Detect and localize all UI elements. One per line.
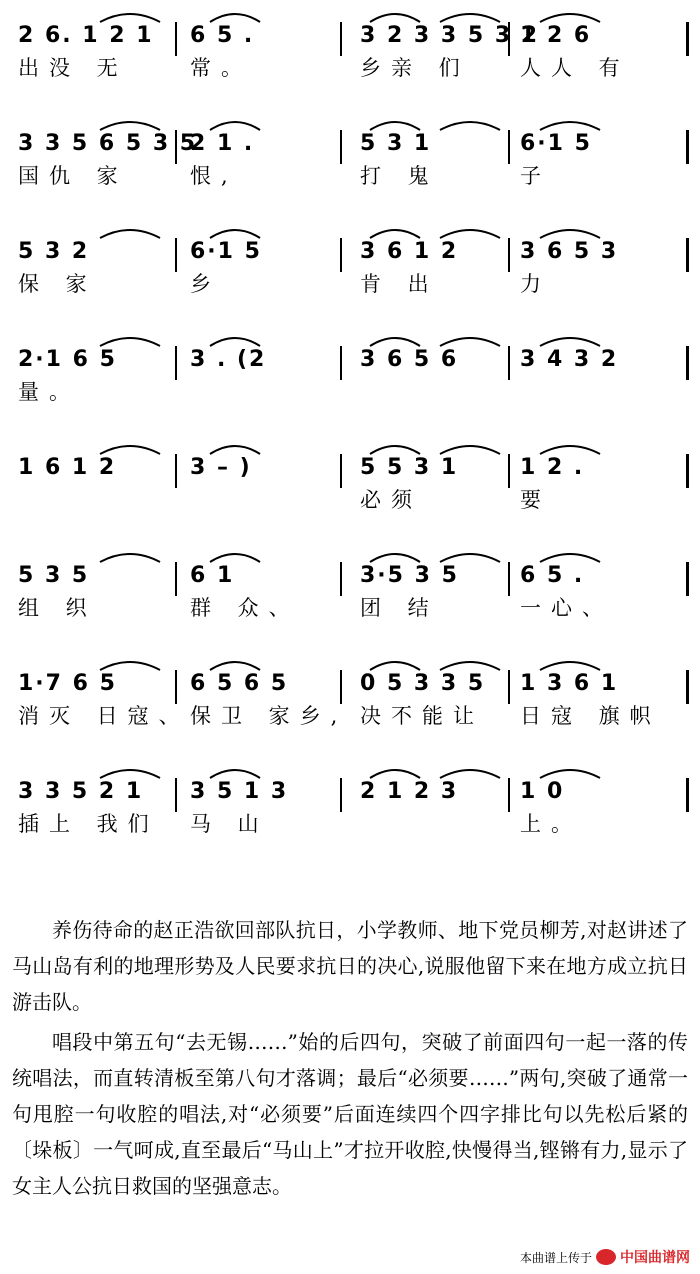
slur [440, 122, 500, 130]
score-system [0, 0, 700, 100]
note-line [0, 238, 700, 266]
slur [210, 446, 260, 454]
note-line [0, 562, 700, 590]
score-system [0, 216, 700, 316]
measure-lyrics: 乡 [190, 272, 221, 296]
slur [440, 230, 500, 238]
lyric-line [0, 594, 700, 622]
measure-notes: 6 5 6 5 [190, 671, 289, 696]
measure-lyrics: 国仇 家 [18, 164, 128, 188]
lyric-line [0, 270, 700, 298]
credit-site-name: 中国曲谱网 [620, 1249, 690, 1265]
measure-notes: 6 5 . [520, 563, 585, 588]
note-line [0, 778, 700, 806]
slur [540, 230, 600, 238]
slur [210, 662, 260, 670]
measure-lyrics: 群 众、 [190, 596, 300, 620]
slur [540, 554, 600, 562]
lyric-line [0, 702, 700, 730]
slur [540, 770, 600, 778]
upload-credit [520, 1246, 690, 1268]
measure-notes: 1 6 1 2 [18, 455, 117, 480]
slur-marks [0, 432, 700, 532]
measure-notes: 5 3 1 [360, 131, 432, 156]
measure-lyrics: 组 织 [18, 596, 97, 620]
measure-notes: 2 1 2 3 [360, 779, 459, 804]
lyric-line [0, 378, 700, 406]
slur [210, 554, 260, 562]
slur [370, 122, 420, 130]
slur-marks [0, 324, 700, 424]
measure-lyrics: 团 结 [360, 596, 439, 620]
measure-notes: 3 6 5 3 [520, 239, 619, 264]
slur [210, 338, 260, 346]
measure-notes: 3 6 1 2 [360, 239, 459, 264]
commentary [12, 912, 688, 1208]
slur [540, 446, 600, 454]
slur [540, 14, 600, 22]
measure-lyrics: 马 山 [190, 812, 269, 836]
slur [440, 446, 500, 454]
slur [370, 554, 420, 562]
lyric-line [0, 54, 700, 82]
slur [440, 14, 500, 22]
measure-notes: 5 3 2 [18, 239, 90, 264]
lyric-line [0, 162, 700, 190]
measure-notes: 6 1 [190, 563, 235, 588]
measure-notes: 6·1 5 [190, 239, 262, 264]
note-line [0, 454, 700, 482]
slur [370, 446, 420, 454]
measure-notes: 3 5 1 3 [190, 779, 289, 804]
measure-lyrics: 日寇 旗帜 [520, 704, 661, 728]
measure-notes: 1 2 6 [520, 23, 592, 48]
commentary-paragraph-2: 唱段中第五句“去无锡……”始的后四句，突破了前面四句一起一落的传统唱法，而直转清板至第八句才落调；最后“必须要……”两句,突破了通常一句甩腔一句收腔的唱法,对“必须要”后面连续四个四字排比句以先松后紧的〔垛板〕一气呵成,直至最后“马山上”才拉开收腔,快慢得当,铿锵有力,显示了女主人公抗日救国的坚强意志。 [12, 1030, 688, 1198]
measure-lyrics: 决不能让 [360, 704, 484, 728]
measure-lyrics: 打 鬼 [360, 164, 439, 188]
measure-notes: 3 – ) [190, 455, 252, 480]
measure-lyrics: 人人 有 [520, 56, 630, 80]
score-system [0, 540, 700, 640]
measure-notes: 5 3 5 [18, 563, 90, 588]
score-system [0, 648, 700, 748]
measure-lyrics: 一心、 [520, 596, 613, 620]
slur [540, 662, 600, 670]
slur [540, 338, 600, 346]
measure-lyrics: 插上 我们 [18, 812, 159, 836]
slur-marks [0, 0, 700, 100]
score-system [0, 324, 700, 424]
measure-lyrics: 力 [520, 272, 551, 296]
measure-notes: 3 4 3 2 [520, 347, 619, 372]
slur [100, 662, 160, 670]
slur-marks [0, 540, 700, 640]
measure-notes: 3 . (2 [190, 347, 267, 372]
slur [100, 122, 160, 130]
slur [100, 770, 160, 778]
measure-lyrics: 消灭 日寇、 [18, 704, 190, 728]
slur-marks [0, 216, 700, 316]
measure-notes: 1·7 6 5 [18, 671, 117, 696]
slur [370, 230, 420, 238]
note-line [0, 346, 700, 374]
measure-notes: 2·1 6 5 [18, 347, 117, 372]
note-line [0, 22, 700, 50]
slur [100, 14, 160, 22]
measure-notes: 6·1 5 [520, 131, 592, 156]
slur [370, 338, 420, 346]
measure-lyrics: 乡亲 们 [360, 56, 470, 80]
slur-marks [0, 108, 700, 208]
measure-lyrics: 上。 [520, 812, 582, 836]
measure-notes: 1 3 6 1 [520, 671, 619, 696]
commentary-paragraph-1: 养伤待命的赵正浩欲回部队抗日，小学教师、地下党员柳芳,对赵讲述了马山岛有利的地理形势及人民要求抗日的决心,说服他留下来在地方成立抗日游击队。 [12, 918, 688, 1014]
note-line [0, 670, 700, 698]
measure-lyrics: 必须 [360, 488, 422, 512]
measure-notes: 3 2 3 3 5 3 2 [360, 23, 540, 48]
measure-lyrics: 要 [520, 488, 551, 512]
note-line [0, 130, 700, 158]
measure-lyrics: 保卫 家乡, [190, 704, 348, 728]
slur [100, 446, 160, 454]
measure-lyrics: 常。 [190, 56, 252, 80]
lyric-line [0, 810, 700, 838]
measure-notes: 3 3 5 6 5 3 5 [18, 131, 198, 156]
measure-notes: 0 5 3 3 5 [360, 671, 486, 696]
slur [210, 770, 260, 778]
measure-notes: 3 6 5 6 [360, 347, 459, 372]
slur [100, 230, 160, 238]
measure-notes: 6 5 . [190, 23, 255, 48]
measure-lyrics: 恨, [190, 164, 238, 188]
slur [210, 122, 260, 130]
measure-notes: 3 3 5 2 1 [18, 779, 144, 804]
slur [370, 662, 420, 670]
score-system [0, 108, 700, 208]
slur [440, 662, 500, 670]
measure-notes: 2 1 . [190, 131, 255, 156]
slur [540, 122, 600, 130]
measure-notes: 1 2 . [520, 455, 585, 480]
slur [210, 230, 260, 238]
measure-lyrics: 保 家 [18, 272, 97, 296]
measure-lyrics: 子 [520, 164, 551, 188]
score-system [0, 432, 700, 532]
measure-notes: 5 5 3 1 [360, 455, 459, 480]
slur [100, 554, 160, 562]
slur [210, 14, 260, 22]
site-logo-icon [596, 1249, 616, 1265]
slur [370, 14, 420, 22]
measure-notes: 3·5 3 5 [360, 563, 459, 588]
slur [440, 554, 500, 562]
lyric-line [0, 486, 700, 514]
slur [440, 770, 500, 778]
score-system [0, 756, 700, 856]
slur-marks [0, 756, 700, 856]
measure-lyrics: 量。 [18, 380, 80, 404]
measure-notes: 1 0 [520, 779, 565, 804]
measure-lyrics: 肯 出 [360, 272, 439, 296]
slur [440, 338, 500, 346]
credit-text: 本曲谱上传于 [519, 1250, 592, 1265]
slur-marks [0, 648, 700, 748]
slur [100, 338, 160, 346]
measure-notes: 2 6. 1 2 1 [18, 23, 154, 48]
measure-lyrics: 出没 无 [18, 56, 128, 80]
slur [370, 770, 420, 778]
